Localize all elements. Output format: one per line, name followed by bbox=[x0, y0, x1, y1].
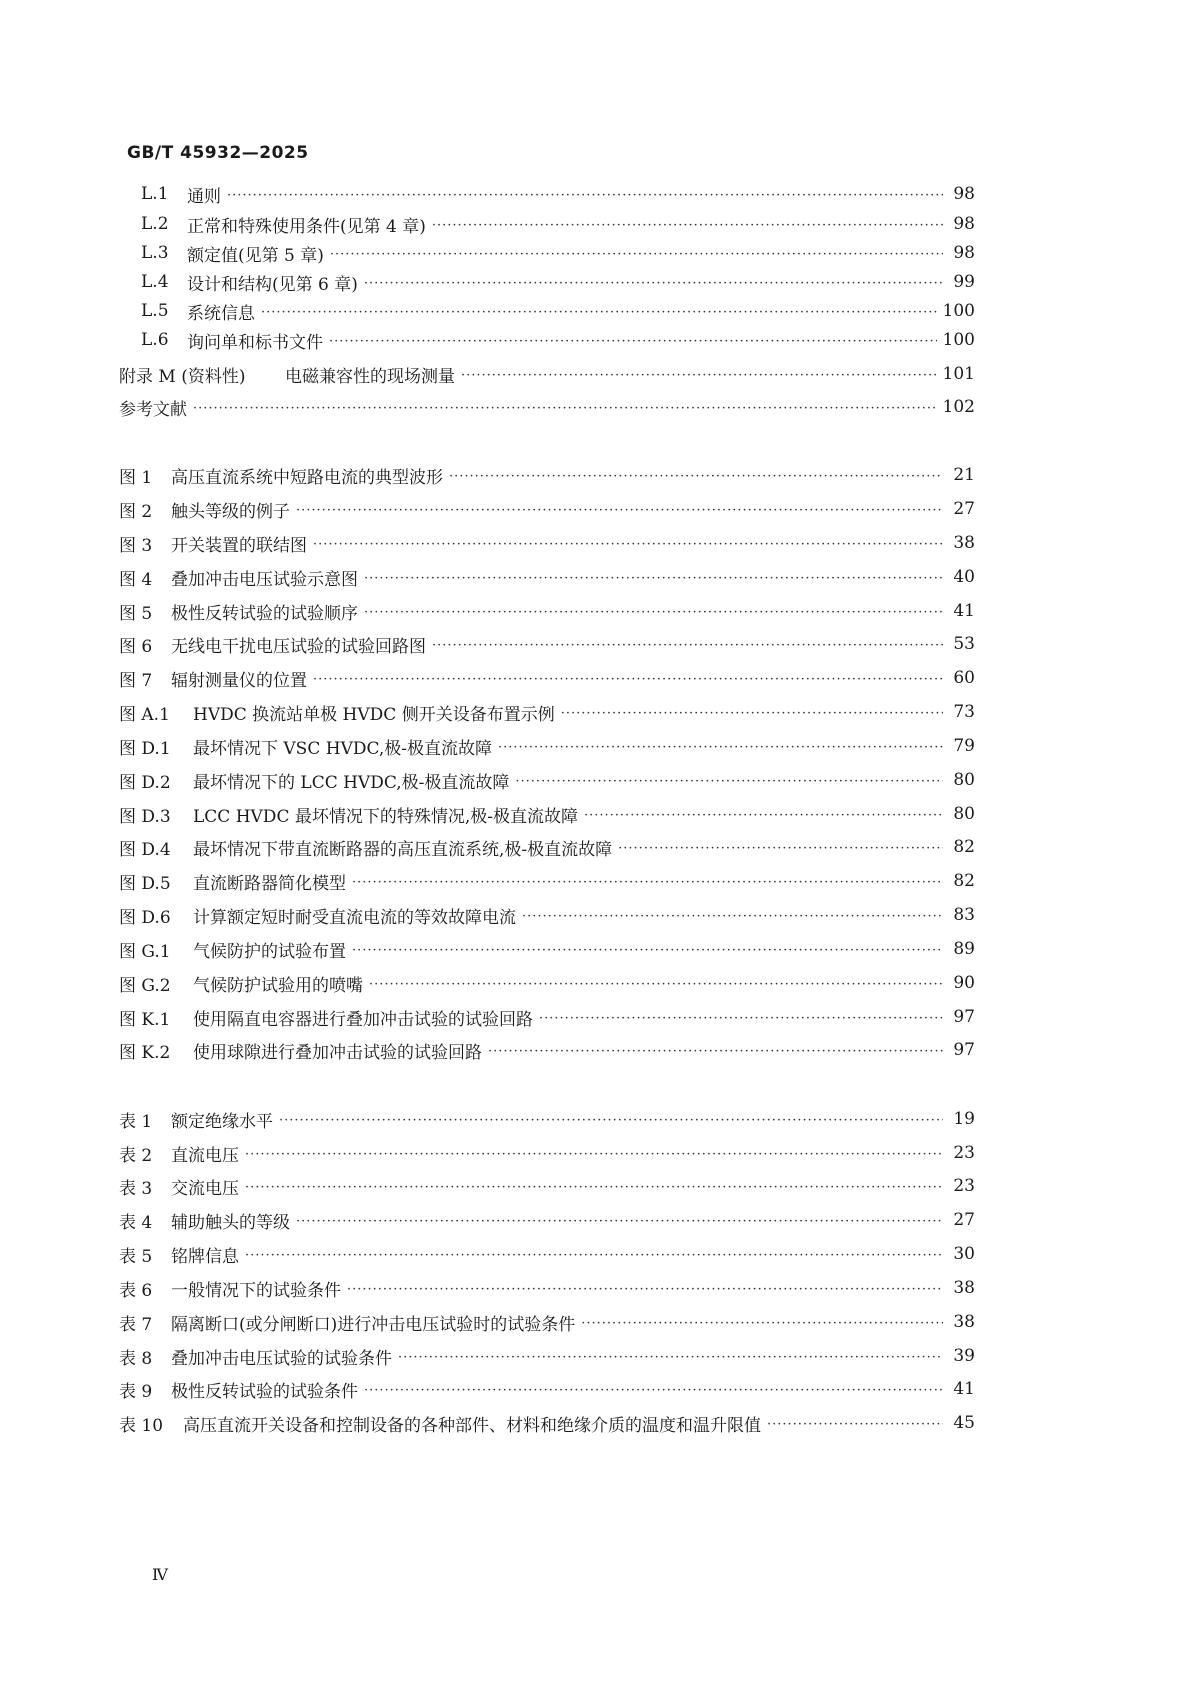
toc-title: 计算额定短时耐受直流电流的等效故障电流 bbox=[193, 907, 516, 928]
toc-row-appendix[interactable] bbox=[119, 359, 975, 389]
dot-leader bbox=[261, 305, 937, 320]
toc-label: L.4 bbox=[141, 272, 169, 292]
toc-page-number: 27 bbox=[953, 499, 975, 519]
toc-title: 询问单和标书文件 bbox=[187, 332, 323, 353]
toc-title: 隔离断口(或分闸断口)进行冲击电压试验时的试验条件 bbox=[171, 1314, 576, 1335]
toc-title: 直流电压 bbox=[171, 1145, 239, 1166]
toc-title: 正常和特殊使用条件(见第 4 章) bbox=[187, 216, 426, 237]
page-number-roman: Ⅳ bbox=[152, 1565, 168, 1584]
toc-row-table[interactable] bbox=[119, 1273, 975, 1303]
toc-label: 图 5 bbox=[119, 603, 153, 624]
toc-row-section[interactable] bbox=[141, 267, 975, 297]
toc-row-table[interactable] bbox=[119, 1374, 975, 1404]
toc-row-figure[interactable] bbox=[119, 629, 975, 659]
toc-label: 图 1 bbox=[119, 467, 153, 488]
toc-page-number: 23 bbox=[953, 1143, 975, 1163]
toc-label: 参考文献 bbox=[119, 399, 187, 420]
toc-page-number: 80 bbox=[953, 804, 975, 824]
toc-row-table[interactable] bbox=[119, 1307, 975, 1337]
toc-row-references[interactable] bbox=[119, 392, 975, 422]
toc-title: 开关装置的联结图 bbox=[171, 535, 307, 556]
toc-title: 高压直流开关设备和控制设备的各种部件、材料和绝缘介质的温度和温升限值 bbox=[183, 1415, 761, 1436]
toc-label: 表 4 bbox=[119, 1212, 153, 1233]
toc-row-figure[interactable] bbox=[119, 934, 975, 964]
toc-page-number: 73 bbox=[953, 702, 975, 722]
toc-label: 图 K.1 bbox=[119, 1009, 171, 1030]
dot-leader bbox=[767, 1417, 943, 1432]
toc-row-section[interactable] bbox=[141, 209, 975, 239]
toc-label: 表 10 bbox=[119, 1415, 164, 1436]
toc-label: 图 D.2 bbox=[119, 772, 171, 793]
dot-leader bbox=[313, 672, 943, 687]
dot-leader bbox=[364, 571, 943, 586]
toc-label: 图 K.2 bbox=[119, 1042, 171, 1063]
toc-row-figure[interactable] bbox=[119, 866, 975, 896]
toc-title: 交流电压 bbox=[171, 1178, 239, 1199]
toc-page-number: 100 bbox=[942, 330, 975, 350]
dot-leader bbox=[364, 1383, 943, 1398]
toc-label: 表 8 bbox=[119, 1348, 153, 1369]
dot-leader bbox=[296, 1214, 943, 1229]
toc-page-number: 30 bbox=[953, 1244, 975, 1264]
dot-leader bbox=[352, 943, 943, 958]
dot-leader bbox=[432, 638, 943, 653]
toc-page-number: 21 bbox=[953, 465, 975, 485]
toc-label: 图 A.1 bbox=[119, 704, 170, 725]
dot-leader bbox=[498, 740, 943, 755]
toc-page-number: 27 bbox=[953, 1210, 975, 1230]
toc-label: L.6 bbox=[141, 330, 169, 350]
toc-title: 气候防护试验用的喷嘴 bbox=[193, 975, 363, 996]
dot-leader bbox=[193, 401, 937, 416]
toc-label: L.3 bbox=[141, 243, 169, 263]
dot-leader bbox=[313, 537, 943, 552]
toc-row-figure[interactable] bbox=[119, 596, 975, 626]
toc-page-number: 83 bbox=[953, 905, 975, 925]
toc-row-table[interactable] bbox=[119, 1408, 975, 1438]
toc-label: L.5 bbox=[141, 301, 169, 321]
dot-leader bbox=[432, 218, 943, 233]
toc-title: 铭牌信息 bbox=[171, 1246, 239, 1267]
toc-label: 表 7 bbox=[119, 1314, 153, 1335]
toc-page-number: 82 bbox=[953, 871, 975, 891]
toc-page-number: 98 bbox=[953, 243, 975, 263]
toc-page-number: 39 bbox=[953, 1346, 975, 1366]
toc-label: 表 1 bbox=[119, 1111, 153, 1132]
dot-leader bbox=[539, 1011, 943, 1026]
toc-page-number: 60 bbox=[953, 668, 975, 688]
toc-row-figure[interactable] bbox=[119, 1035, 975, 1065]
dot-leader bbox=[227, 188, 943, 203]
dot-leader bbox=[398, 1350, 943, 1365]
toc-row-figure[interactable] bbox=[119, 562, 975, 592]
toc-page-number: 41 bbox=[953, 1379, 975, 1399]
dot-leader bbox=[245, 1248, 943, 1263]
toc-page-number: 97 bbox=[953, 1040, 975, 1060]
dot-leader bbox=[279, 1113, 943, 1128]
toc-page-number: 99 bbox=[953, 272, 975, 292]
toc-row-figure[interactable] bbox=[119, 528, 975, 558]
dot-leader bbox=[364, 276, 943, 291]
dot-leader bbox=[352, 875, 943, 890]
dot-leader bbox=[561, 706, 943, 721]
toc-title: 直流断路器简化模型 bbox=[193, 873, 346, 894]
toc-page-number: 90 bbox=[953, 973, 975, 993]
toc-title: 触头等级的例子 bbox=[171, 501, 290, 522]
toc-title: 使用隔直电容器进行叠加冲击试验的试验回路 bbox=[193, 1009, 533, 1030]
toc-row-table[interactable] bbox=[119, 1205, 975, 1235]
toc-title: 额定绝缘水平 bbox=[171, 1111, 273, 1132]
toc-page-number: 41 bbox=[953, 601, 975, 621]
toc-title: 辅助触头的等级 bbox=[171, 1212, 290, 1233]
dot-leader bbox=[296, 503, 943, 518]
toc-row-figure[interactable] bbox=[119, 494, 975, 524]
toc-page-number: 82 bbox=[953, 837, 975, 857]
toc-title: 极性反转试验的试验顺序 bbox=[171, 603, 358, 624]
toc-title: 叠加冲击电压试验的试验条件 bbox=[171, 1348, 392, 1369]
toc-page-number: 19 bbox=[953, 1109, 975, 1129]
toc-page-number: 98 bbox=[953, 184, 975, 204]
toc-row-section[interactable] bbox=[141, 325, 975, 355]
toc-title: 气候防护的试验布置 bbox=[193, 941, 346, 962]
document-code: GB/T 45932—2025 bbox=[127, 143, 309, 163]
toc-title: 一般情况下的试验条件 bbox=[171, 1280, 341, 1301]
toc-title: 最坏情况下带直流断路器的高压直流系统,极-极直流故障 bbox=[193, 839, 613, 860]
toc-page-number: 45 bbox=[953, 1413, 975, 1433]
toc-row-table[interactable] bbox=[119, 1104, 975, 1134]
toc-title: 最坏情况下的 LCC HVDC,极-极直流故障 bbox=[193, 772, 510, 793]
toc-row-figure[interactable] bbox=[119, 968, 975, 998]
toc-title: HVDC 换流站单极 HVDC 侧开关设备布置示例 bbox=[193, 704, 555, 725]
toc-label: 表 2 bbox=[119, 1145, 153, 1166]
toc-label: 表 6 bbox=[119, 1280, 153, 1301]
toc-page-number: 38 bbox=[953, 533, 975, 553]
toc-label: 图 D.5 bbox=[119, 873, 171, 894]
toc-page-number: 40 bbox=[953, 567, 975, 587]
toc-label: 图 D.4 bbox=[119, 839, 171, 860]
toc-label: 图 3 bbox=[119, 535, 153, 556]
toc-title: 设计和结构(见第 6 章) bbox=[187, 274, 358, 295]
toc-page-number: 100 bbox=[942, 301, 975, 321]
toc-title: 使用球隙进行叠加冲击试验的试验回路 bbox=[193, 1042, 482, 1063]
toc-row-section[interactable] bbox=[141, 296, 975, 326]
toc-row-figure[interactable] bbox=[119, 900, 975, 930]
dot-leader bbox=[488, 1044, 943, 1059]
toc-row-figure[interactable] bbox=[119, 460, 975, 490]
toc-label: L.2 bbox=[141, 214, 169, 234]
toc-row-figure[interactable] bbox=[119, 663, 975, 693]
toc-page-number: 98 bbox=[953, 214, 975, 234]
toc-title: 高压直流系统中短路电流的典型波形 bbox=[171, 467, 443, 488]
toc-label: 图 D.3 bbox=[119, 806, 171, 827]
toc-row-figure[interactable] bbox=[119, 765, 975, 795]
toc-label: 图 G.2 bbox=[119, 975, 171, 996]
toc-label: 附录 M (资料性) bbox=[119, 366, 246, 387]
toc-row-table[interactable] bbox=[119, 1341, 975, 1371]
dot-leader bbox=[449, 469, 943, 484]
toc-label: L.1 bbox=[141, 184, 169, 204]
dot-leader bbox=[584, 808, 943, 823]
toc-page-number: 23 bbox=[953, 1176, 975, 1196]
dot-leader bbox=[461, 368, 937, 383]
toc-page-number: 97 bbox=[953, 1007, 975, 1027]
toc-title: 无线电干扰电压试验的试验回路图 bbox=[171, 636, 426, 657]
dot-leader bbox=[369, 977, 943, 992]
toc-row-figure[interactable] bbox=[119, 1002, 975, 1032]
toc-label: 表 3 bbox=[119, 1178, 153, 1199]
dot-leader bbox=[245, 1180, 943, 1195]
toc-title: 系统信息 bbox=[187, 303, 255, 324]
toc-title: LCC HVDC 最坏情况下的特殊情况,极-极直流故障 bbox=[193, 806, 578, 827]
toc-title: 叠加冲击电压试验示意图 bbox=[171, 569, 358, 590]
dot-leader bbox=[515, 774, 943, 789]
toc-label: 表 5 bbox=[119, 1246, 153, 1267]
dot-leader bbox=[364, 605, 943, 620]
toc-page-number: 102 bbox=[942, 397, 975, 417]
toc-title: 辐射测量仪的位置 bbox=[171, 670, 307, 691]
toc-row-figure[interactable] bbox=[119, 697, 975, 727]
dot-leader bbox=[347, 1282, 943, 1297]
toc-page-number: 89 bbox=[953, 939, 975, 959]
toc-page-number: 80 bbox=[953, 770, 975, 790]
toc-label: 图 7 bbox=[119, 670, 153, 691]
toc-page-number: 79 bbox=[953, 736, 975, 756]
toc-page-number: 38 bbox=[953, 1312, 975, 1332]
toc-title: 最坏情况下 VSC HVDC,极-极直流故障 bbox=[193, 738, 493, 759]
toc-row-figure[interactable] bbox=[119, 799, 975, 829]
toc-row-section[interactable] bbox=[141, 179, 975, 209]
toc-row-figure[interactable] bbox=[119, 731, 975, 761]
toc-title: 通则 bbox=[187, 186, 221, 207]
toc-row-table[interactable] bbox=[119, 1138, 975, 1168]
dot-leader bbox=[245, 1147, 943, 1162]
toc-row-section[interactable] bbox=[141, 238, 975, 268]
toc-label: 表 9 bbox=[119, 1381, 153, 1402]
toc-row-table[interactable] bbox=[119, 1171, 975, 1201]
toc-page-number: 38 bbox=[953, 1278, 975, 1298]
toc-label: 图 2 bbox=[119, 501, 153, 522]
dot-leader bbox=[618, 841, 943, 856]
toc-label: 图 G.1 bbox=[119, 941, 171, 962]
dot-leader bbox=[330, 247, 943, 262]
toc-page-number: 101 bbox=[942, 364, 975, 384]
toc-label: 图 4 bbox=[119, 569, 153, 590]
dot-leader bbox=[329, 334, 937, 349]
toc-page-number: 53 bbox=[953, 634, 975, 654]
toc-label: 图 D.6 bbox=[119, 907, 171, 928]
dot-leader bbox=[522, 909, 943, 924]
toc-title: 电磁兼容性的现场测量 bbox=[285, 366, 455, 387]
toc-title: 极性反转试验的试验条件 bbox=[171, 1381, 358, 1402]
toc-label: 图 D.1 bbox=[119, 738, 171, 759]
toc-row-figure[interactable] bbox=[119, 832, 975, 862]
toc-row-table[interactable] bbox=[119, 1239, 975, 1269]
toc-label: 图 6 bbox=[119, 636, 153, 657]
toc-title: 额定值(见第 5 章) bbox=[187, 245, 324, 266]
dot-leader bbox=[581, 1316, 943, 1331]
